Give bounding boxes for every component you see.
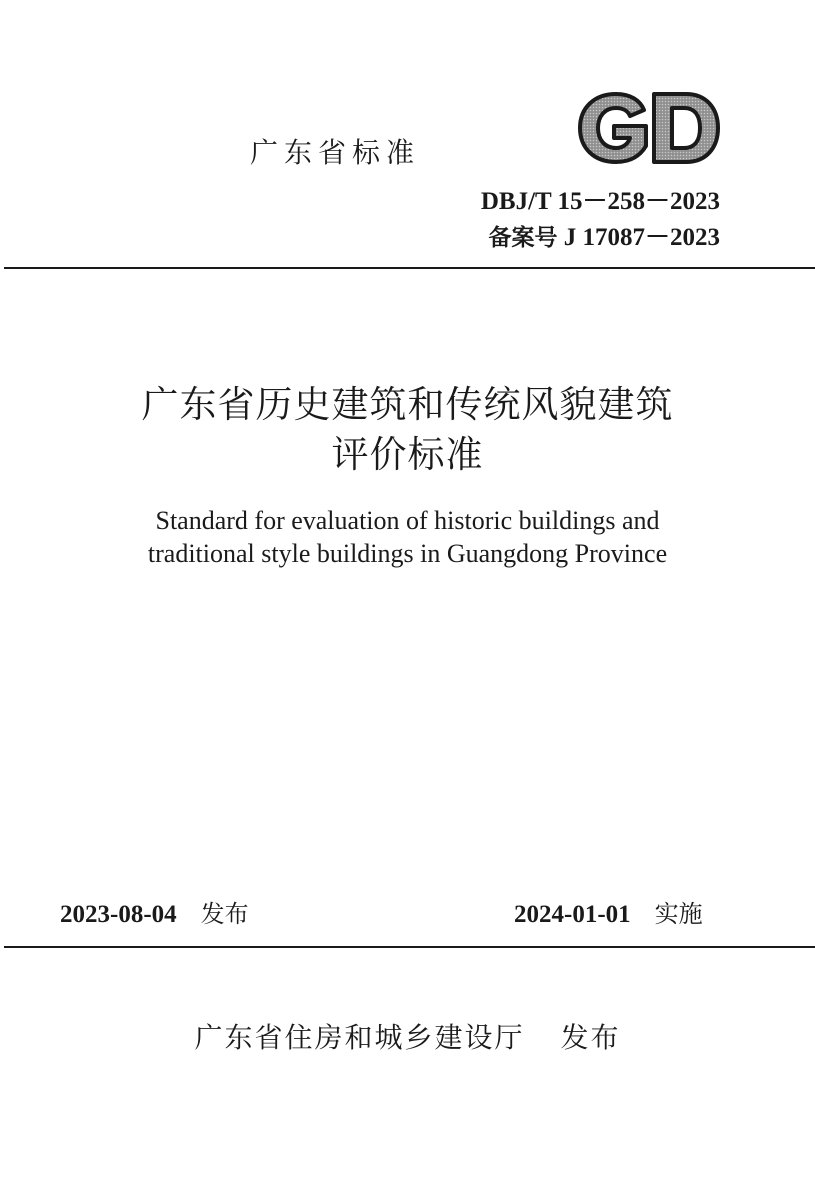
issue-date: 2023-08-04 xyxy=(60,901,177,928)
bottom-divider xyxy=(4,946,815,948)
gd-logo xyxy=(574,88,722,168)
effective-label: 实施 xyxy=(654,900,703,928)
effective-date-line xyxy=(514,897,703,932)
title-zh-line-2: 评价标准 xyxy=(331,433,484,476)
standard-series-label: 广东省标准 xyxy=(250,136,421,169)
publisher-name: 广东省住房和城乡建设厅 xyxy=(194,1021,525,1054)
top-divider xyxy=(4,267,815,269)
issue-label: 发布 xyxy=(200,900,249,928)
standard-code: DBJ/T 15－258－2023 xyxy=(480,188,720,215)
issue-date-line xyxy=(60,897,249,932)
record-number: J 17087－2023 xyxy=(563,224,720,251)
title-zh-line-1: 广东省历史建筑和传统风貌建筑 xyxy=(141,383,674,426)
title-en-line-2: traditional style buildings in Guangdong Province xyxy=(147,539,668,568)
record-number-line xyxy=(488,222,720,254)
publish-label: 发布 xyxy=(560,1021,621,1054)
effective-date: 2024-01-01 xyxy=(514,901,631,928)
title-en-line-1: Standard for evaluation of historic buildings and xyxy=(155,506,660,535)
publisher-line xyxy=(0,1018,815,1058)
record-label: 备案号 xyxy=(488,225,558,251)
